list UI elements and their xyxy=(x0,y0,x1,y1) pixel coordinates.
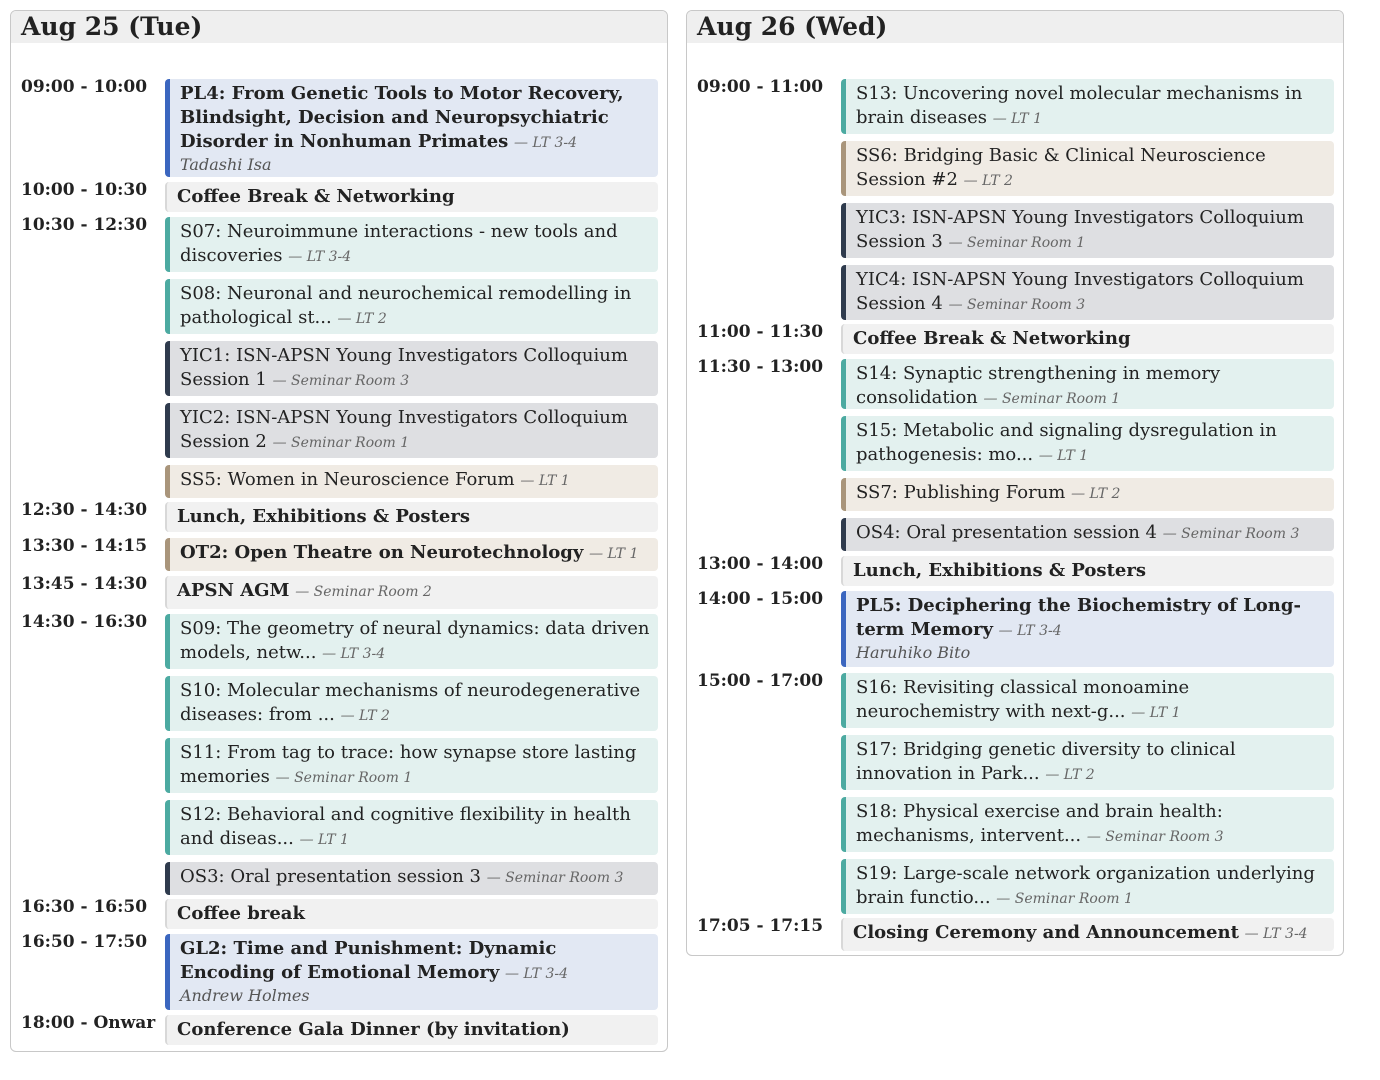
session-title: SS7: Publishing Forum xyxy=(856,482,1066,503)
session-card[interactable] xyxy=(165,676,658,731)
session-room: — LT 1 xyxy=(520,473,570,489)
day-header: Aug 25 (Tue) xyxy=(11,11,667,43)
session-title: S19: Large-scale network organization underlying brain functio... xyxy=(856,863,1315,908)
session-title: S10: Molecular mechanisms of neurodegenerative diseases: from ... xyxy=(180,680,641,725)
session-title: YIC1: ISN-APSN Young Investigators Colloquium Session 1 xyxy=(180,345,628,390)
session-title: S12: Behavioral and cognitive flexibility in health and diseas... xyxy=(180,804,631,849)
session-title: PL5: Deciphering the Biochemistry of Long-term Memory xyxy=(856,595,1301,640)
session-room: — Seminar Room 1 xyxy=(983,391,1121,407)
session-title: Coffee break xyxy=(177,903,305,924)
session-title: OS4: Oral presentation session 4 xyxy=(856,522,1157,543)
time-label: 10:30 - 12:30 xyxy=(21,215,148,235)
session-room: — LT 3-4 xyxy=(505,966,568,982)
session-room: — LT 1 xyxy=(299,832,349,848)
session-speaker: Haruhiko Bito xyxy=(856,643,971,662)
session-room: — LT 3-4 xyxy=(288,249,352,265)
session-card[interactable] xyxy=(841,735,1334,790)
session-title: PL4: From Genetic Tools to Motor Recovery, Blindsight, Decision and Neuropsychiatric Disorder in Nonhuman Primates xyxy=(180,83,624,152)
time-label: 17:05 - 17:15 xyxy=(697,916,824,936)
session-speaker: Tadashi Isa xyxy=(180,155,272,174)
session-title: OT2: Open Theatre on Neurotechnology xyxy=(180,542,584,563)
session-card[interactable] xyxy=(165,79,658,177)
day-column-aug-25 xyxy=(10,10,668,1052)
session-card[interactable] xyxy=(841,859,1334,914)
session-title: YIC2: ISN-APSN Young Investigators Colloquium Session 2 xyxy=(180,407,628,452)
time-label: 09:00 - 10:00 xyxy=(21,77,148,97)
session-title: Coffee Break & Networking xyxy=(177,186,455,207)
session-room: — LT 2 xyxy=(337,311,387,327)
session-title: GL2: Time and Punishment: Dynamic Encoding of Emotional Memory xyxy=(180,938,557,983)
session-card[interactable] xyxy=(165,538,658,571)
session-title: SS6: Bridging Basic & Clinical Neuroscience Session #2 xyxy=(856,145,1266,190)
session-card[interactable] xyxy=(165,576,658,609)
time-label: 14:00 - 15:00 xyxy=(697,589,824,609)
time-label: 15:00 - 17:00 xyxy=(697,671,824,691)
session-title: Coffee Break & Networking xyxy=(853,328,1131,349)
time-label: 09:00 - 11:00 xyxy=(697,77,824,97)
session-title: OS3: Oral presentation session 3 xyxy=(180,866,481,887)
session-card[interactable] xyxy=(165,738,658,793)
time-label: 11:30 - 13:00 xyxy=(697,357,824,377)
session-card[interactable] xyxy=(841,79,1334,134)
session-room: — Seminar Room 2 xyxy=(295,584,432,600)
time-label: 12:30 - 14:30 xyxy=(21,500,148,520)
session-card[interactable] xyxy=(165,502,658,532)
session-room: — LT 1 xyxy=(589,546,639,562)
session-card[interactable] xyxy=(165,862,658,895)
time-label: 13:00 - 14:00 xyxy=(697,554,824,574)
session-card[interactable] xyxy=(165,279,658,334)
session-card[interactable] xyxy=(165,800,658,855)
time-label: 13:30 - 14:15 xyxy=(21,536,148,556)
session-room: — LT 2 xyxy=(963,173,1013,189)
session-room: — LT 3-4 xyxy=(322,646,386,662)
session-room: — LT 2 xyxy=(1045,767,1095,783)
session-card[interactable] xyxy=(841,556,1334,586)
session-room: — LT 3-4 xyxy=(998,623,1062,639)
session-title: S13: Uncovering novel molecular mechanisms in brain diseases xyxy=(856,83,1303,128)
time-label: 11:00 - 11:30 xyxy=(697,322,824,342)
time-label: 18:00 - Onwar xyxy=(21,1013,156,1033)
session-card[interactable] xyxy=(841,591,1334,667)
session-card[interactable] xyxy=(165,341,658,396)
session-card[interactable] xyxy=(841,673,1334,728)
session-card[interactable] xyxy=(165,403,658,458)
time-label: 13:45 - 14:30 xyxy=(21,574,148,594)
session-room: — Seminar Room 1 xyxy=(275,770,413,786)
session-room: — Seminar Room 3 xyxy=(272,373,410,389)
session-card[interactable] xyxy=(841,359,1334,409)
session-card[interactable] xyxy=(841,478,1334,511)
time-label: 16:30 - 16:50 xyxy=(21,897,148,917)
session-card[interactable] xyxy=(841,416,1334,471)
session-title: Lunch, Exhibitions & Posters xyxy=(853,560,1146,581)
session-card[interactable] xyxy=(165,217,658,272)
session-card[interactable] xyxy=(165,465,658,498)
session-title: Closing Ceremony and Announcement xyxy=(853,922,1239,943)
session-room: — LT 1 xyxy=(992,111,1043,127)
session-card[interactable] xyxy=(841,797,1334,852)
session-card[interactable] xyxy=(841,141,1334,196)
session-card[interactable] xyxy=(841,324,1334,354)
session-room: — Seminar Room 1 xyxy=(272,435,410,451)
session-card[interactable] xyxy=(165,614,658,669)
session-title: YIC3: ISN-APSN Young Investigators Colloquium Session 3 xyxy=(856,207,1304,252)
session-title: S11: From tag to trace: how synapse store lasting memories xyxy=(180,742,637,787)
session-title: Conference Gala Dinner (by invitation) xyxy=(177,1019,570,1040)
session-title: Lunch, Exhibitions & Posters xyxy=(177,506,470,527)
day-column-aug-26 xyxy=(686,10,1344,956)
session-room: — LT 3-4 xyxy=(514,135,577,151)
session-card[interactable] xyxy=(841,918,1334,951)
session-title: SS5: Women in Neuroscience Forum xyxy=(180,469,515,490)
session-card[interactable] xyxy=(841,203,1334,258)
session-room: — LT 3-4 xyxy=(1244,926,1308,942)
session-title: APSN AGM xyxy=(177,580,290,601)
session-room: — Seminar Room 3 xyxy=(1162,526,1300,542)
session-speaker: Andrew Holmes xyxy=(180,986,310,1005)
session-room: — Seminar Room 3 xyxy=(948,297,1086,313)
session-title: S16: Revisiting classical monoamine neurochemistry with next-g... xyxy=(856,677,1190,722)
session-title: S08: Neuronal and neurochemical remodelling in pathological st... xyxy=(180,283,632,328)
session-room: — Seminar Room 3 xyxy=(486,870,624,886)
session-room: — Seminar Room 3 xyxy=(1086,829,1224,845)
session-title: S14: Synaptic strengthening in memory consolidation xyxy=(856,363,1221,408)
session-card[interactable] xyxy=(841,518,1334,551)
session-room: — LT 2 xyxy=(340,708,390,724)
session-title: S18: Physical exercise and brain health: mechanisms, intervent... xyxy=(856,801,1223,846)
session-room: — LT 1 xyxy=(1038,448,1089,464)
session-title: YIC4: ISN-APSN Young Investigators Colloquium Session 4 xyxy=(856,269,1304,314)
session-room: — LT 2 xyxy=(1071,486,1121,502)
session-title: S09: The geometry of neural dynamics: data driven models, netw... xyxy=(180,618,650,663)
session-room: — LT 1 xyxy=(1131,705,1181,721)
session-card[interactable] xyxy=(165,182,658,212)
time-label: 16:50 - 17:50 xyxy=(21,932,148,952)
time-label: 10:00 - 10:30 xyxy=(21,180,148,200)
session-title: S07: Neuroimmune interactions - new tools and discoveries xyxy=(180,221,618,266)
session-card[interactable] xyxy=(165,899,658,929)
session-room: — Seminar Room 1 xyxy=(948,235,1086,251)
session-title: S17: Bridging genetic diversity to clinical innovation in Park... xyxy=(856,739,1236,784)
session-card[interactable] xyxy=(841,265,1334,320)
day-header: Aug 26 (Wed) xyxy=(687,11,1343,43)
session-card[interactable] xyxy=(165,934,658,1010)
session-card[interactable] xyxy=(165,1015,658,1045)
session-room: — Seminar Room 1 xyxy=(996,891,1133,907)
session-title: S15: Metabolic and signaling dysregulation in pathogenesis: mo... xyxy=(856,420,1277,465)
time-label: 14:30 - 16:30 xyxy=(21,612,148,632)
